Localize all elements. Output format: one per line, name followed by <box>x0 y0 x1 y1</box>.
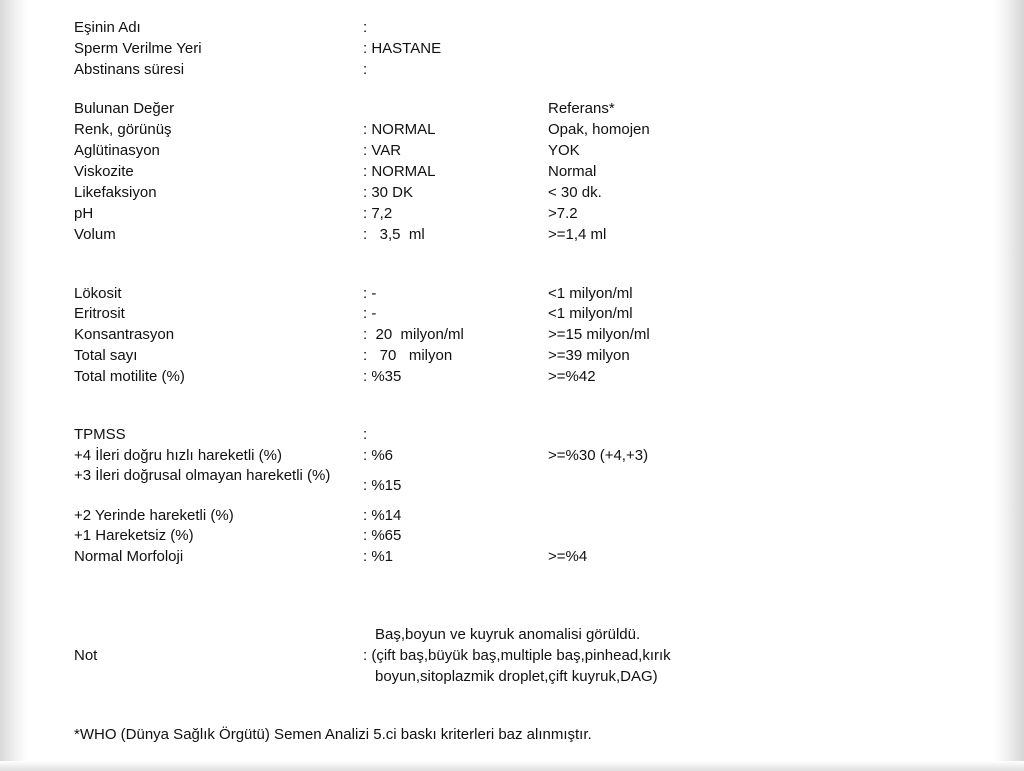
row-value: : VAR <box>363 142 402 159</box>
abstinence-label: Abstinans süresi <box>74 61 185 78</box>
spouse-name-value: : <box>363 19 368 36</box>
row-reference: >=1,4 ml <box>548 226 607 243</box>
page-edge-right <box>994 0 1024 771</box>
note-line-2: : (çift baş,büyük baş,multiple baş,pinhead,kırık <box>363 647 671 664</box>
row-reference: < 30 dk. <box>548 184 602 201</box>
row-value: : 20 milyon/ml <box>363 326 464 343</box>
row-reference: >=%4 <box>548 548 588 565</box>
spouse-name-label: Eşinin Adı <box>74 19 141 36</box>
row-label: Konsantrasyon <box>74 326 175 343</box>
row-label: Viskozite <box>74 163 134 180</box>
row-value: : 3,5 ml <box>363 226 425 243</box>
note-label: Not <box>74 647 98 664</box>
row-value: : %15 <box>363 477 402 494</box>
row-value: : 70 milyon <box>363 347 453 364</box>
row-value: : - <box>363 305 377 322</box>
tpmss-title-value: : <box>363 426 368 443</box>
row-label: Aglütinasyon <box>74 142 160 159</box>
row-label: Total sayı <box>74 347 138 364</box>
row-reference: >=%30 (+4,+3) <box>548 447 649 464</box>
row-reference: <1 milyon/ml <box>548 305 633 322</box>
row-value: : 30 DK <box>363 184 414 201</box>
row-label: +1 Hareketsiz (%) <box>74 527 194 544</box>
row-label: Volum <box>74 226 116 243</box>
footer-note: *WHO (Dünya Sağlık Örgütü) Semen Analizi 5.ci baskı kriterleri baz alınmıştır. <box>74 726 592 743</box>
tpmss-title: TPMSS <box>74 426 126 443</box>
sample-place-value: : HASTANE <box>363 40 442 57</box>
row-reference: >=%42 <box>548 368 596 385</box>
note-line-1: Baş,boyun ve kuyruk anomalisi görüldü. <box>375 626 641 643</box>
found-value-heading: Bulunan Değer <box>74 100 175 117</box>
row-value: : %6 <box>363 447 394 464</box>
row-label: +2 Yerinde hareketli (%) <box>74 507 234 524</box>
row-value: : %65 <box>363 527 402 544</box>
row-label: Lökosit <box>74 285 122 302</box>
reference-heading: Referans* <box>548 100 615 117</box>
row-value: : %14 <box>363 507 402 524</box>
note-line-3: boyun,sitoplazmik droplet,çift kuyruk,DAG) <box>375 668 658 685</box>
row-value: : NORMAL <box>363 163 436 180</box>
sample-place-label: Sperm Verilme Yeri <box>74 40 202 57</box>
row-label: Likefaksiyon <box>74 184 157 201</box>
row-reference: Opak, homojen <box>548 121 650 138</box>
row-reference: >=39 milyon <box>548 347 630 364</box>
row-reference: <1 milyon/ml <box>548 285 633 302</box>
row-label: +4 İleri doğru hızlı hareketli (%) <box>74 447 283 464</box>
row-value: : - <box>363 285 377 302</box>
row-value: : 7,2 <box>363 205 393 222</box>
row-value: : %35 <box>363 368 402 385</box>
abstinence-value: : <box>363 61 368 78</box>
row-reference: >7.2 <box>548 205 578 222</box>
row-reference: >=15 milyon/ml <box>548 326 650 343</box>
page-edge-left <box>0 0 28 771</box>
row-label: Normal Morfoloji <box>74 548 184 565</box>
row-label: pH <box>74 205 94 222</box>
row-value: : NORMAL <box>363 121 436 138</box>
row-label: +3 İleri doğrusal olmayan hareketli (%) <box>74 467 331 484</box>
row-reference: YOK <box>548 142 580 159</box>
row-value: : %1 <box>363 548 394 565</box>
row-reference: Normal <box>548 163 597 180</box>
page-edge-bottom <box>0 761 1024 771</box>
row-label: Total motilite (%) <box>74 368 185 385</box>
row-label: Eritrosit <box>74 305 125 322</box>
row-label: Renk, görünüş <box>74 121 172 138</box>
